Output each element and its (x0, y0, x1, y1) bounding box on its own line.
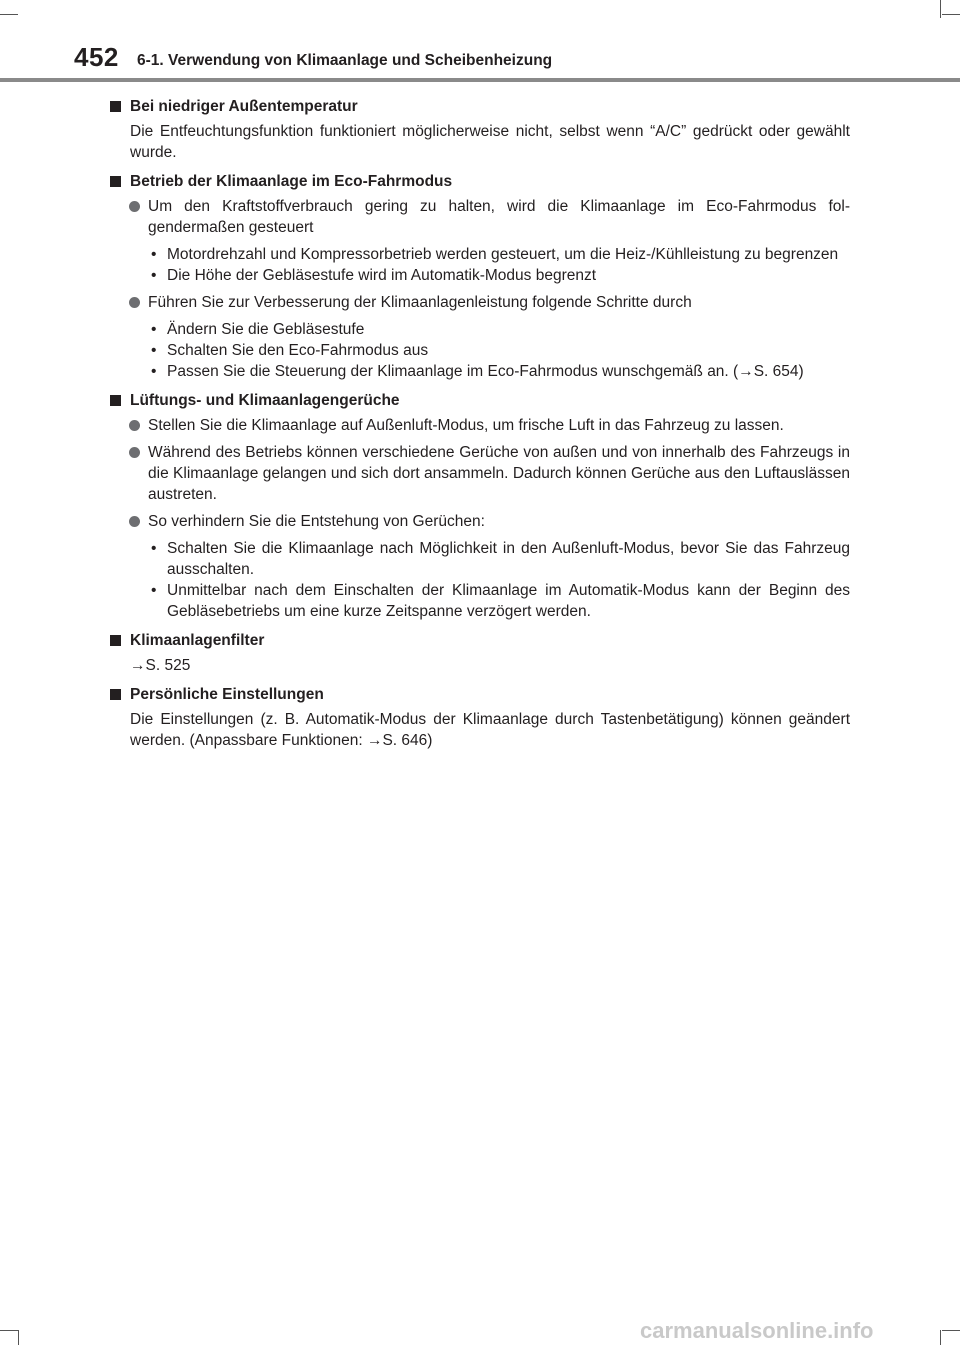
section-title-text: Persönliche Einstellungen (130, 686, 324, 703)
sub-item-text: Schalten Sie den Eco-Fahrmodus aus (167, 342, 429, 359)
sub-item-text: Unmittelbar nach dem Einschalten der Klimaanlage im Automatik-Modus kann der Beginn des Gebläsebetriebs um eine kurze Zeitspanne verzögert werden. (167, 582, 850, 620)
sub-list (110, 319, 850, 382)
main-content (110, 96, 850, 759)
header-rule (0, 78, 960, 82)
bullet-item (110, 292, 850, 313)
bullet-item (110, 511, 850, 532)
bullet-item (110, 196, 850, 238)
dot-marker: • (151, 246, 157, 263)
sub-item-text: Schalten Sie die Klimaanlage nach Möglichkeit in den Außenluft-Modus, bevor Sie das Fahrzeug ausschalten. (167, 540, 850, 578)
bullet-text: Während des Betriebs können verschiedene Gerüche von außen und von innerhalb des Fahrzeugs in die Klimaanlage gelangen und sich dort ansammeln. Dadurch können Gerüche aus den Luftauslässen austreten. (148, 444, 850, 503)
dot-marker: • (151, 321, 157, 338)
bullet-item (110, 442, 850, 505)
crop-mark (942, 1330, 960, 1331)
bullet-text: Um den Kraftstoffverbrauch gering zu halten, wird die Klimaanlage im Eco-Fahrmodus folgendermaßen gesteuert (148, 198, 850, 236)
sub-item (148, 244, 850, 265)
bullet-item (110, 415, 850, 436)
section-title-text: Lüftungs- und Klimaanlagengerüche (130, 392, 400, 409)
section-title-text: Bei niedriger Außentemperatur (130, 98, 358, 115)
crop-mark (18, 1330, 19, 1345)
square-bullet-icon (110, 176, 121, 187)
page-number: 452 (74, 42, 119, 72)
dot-marker: • (151, 540, 157, 557)
section-heading (110, 96, 850, 117)
circle-bullet-icon (129, 201, 140, 212)
sub-item (148, 265, 850, 286)
section-heading (110, 630, 850, 651)
dot-marker: • (151, 342, 157, 359)
section-paragraph: →S. 525 (130, 657, 191, 674)
square-bullet-icon (110, 101, 121, 112)
sub-item (148, 580, 850, 622)
section-paragraph: Die Entfeuchtungsfunktion funktioniert möglicherweise nicht, selbst wenn “A/C” gedrückt oder gewählt wurde. (130, 123, 850, 161)
square-bullet-icon (110, 635, 121, 646)
sub-list (110, 244, 850, 286)
square-bullet-icon (110, 689, 121, 700)
sub-item (148, 319, 850, 340)
sub-item (148, 361, 850, 382)
crop-mark (0, 1330, 18, 1331)
square-bullet-icon (110, 395, 121, 406)
section (110, 630, 850, 676)
circle-bullet-icon (129, 516, 140, 527)
bullet-text: So verhindern Sie die Entstehung von Gerüchen: (148, 513, 485, 530)
sub-item (148, 340, 850, 361)
section (110, 96, 850, 163)
bullet-text: Führen Sie zur Verbesserung der Klimaanlagenleistung folgende Schritte durch (148, 294, 692, 311)
section-heading (110, 684, 850, 705)
sub-list (110, 538, 850, 622)
watermark-logo: carmanualsonline.info (640, 1318, 874, 1343)
section (110, 390, 850, 622)
section-heading (110, 171, 850, 192)
sub-item-text: Passen Sie die Steuerung der Klimaanlage im Eco-Fahrmodus wunschgemäß an. (→S. 654) (167, 363, 804, 380)
section-title-text: Betrieb der Klimaanlage im Eco-Fahrmodus (130, 173, 453, 190)
sub-item-text: Die Höhe der Gebläsestufe wird im Automatik-Modus begrenzt (167, 267, 597, 284)
section-paragraph: Die Einstellungen (z. B. Automatik-Modus der Klimaanlage durch Tastenbetätigung) können geändert werden. (Anpassbare Funktionen: →S. 646) (130, 711, 850, 749)
sub-item-text: Ändern Sie die Gebläsestufe (167, 321, 365, 338)
circle-bullet-icon (129, 447, 140, 458)
bullet-text: Stellen Sie die Klimaanlage auf Außenluft-Modus, um frische Luft in das Fahrzeug zu lassen. (148, 417, 784, 434)
dot-marker: • (151, 267, 157, 284)
circle-bullet-icon (129, 297, 140, 308)
sub-item (148, 538, 850, 580)
section (110, 171, 850, 382)
dot-marker: • (151, 582, 157, 599)
crop-mark (940, 1330, 941, 1345)
section-heading (110, 390, 850, 411)
page-header (0, 0, 960, 84)
dot-marker: • (151, 363, 157, 380)
section (110, 684, 850, 751)
sub-item-text: Motordrehzahl und Kompressorbetrieb werden gesteuert, um die Heiz-/Kühlleistung zu begrenzen (167, 246, 839, 263)
section-title-text: Klimaanlagenfilter (130, 632, 265, 649)
chapter-title: 6-1. Verwendung von Klimaanlage und Scheibenheizung (137, 52, 553, 69)
circle-bullet-icon (129, 420, 140, 431)
